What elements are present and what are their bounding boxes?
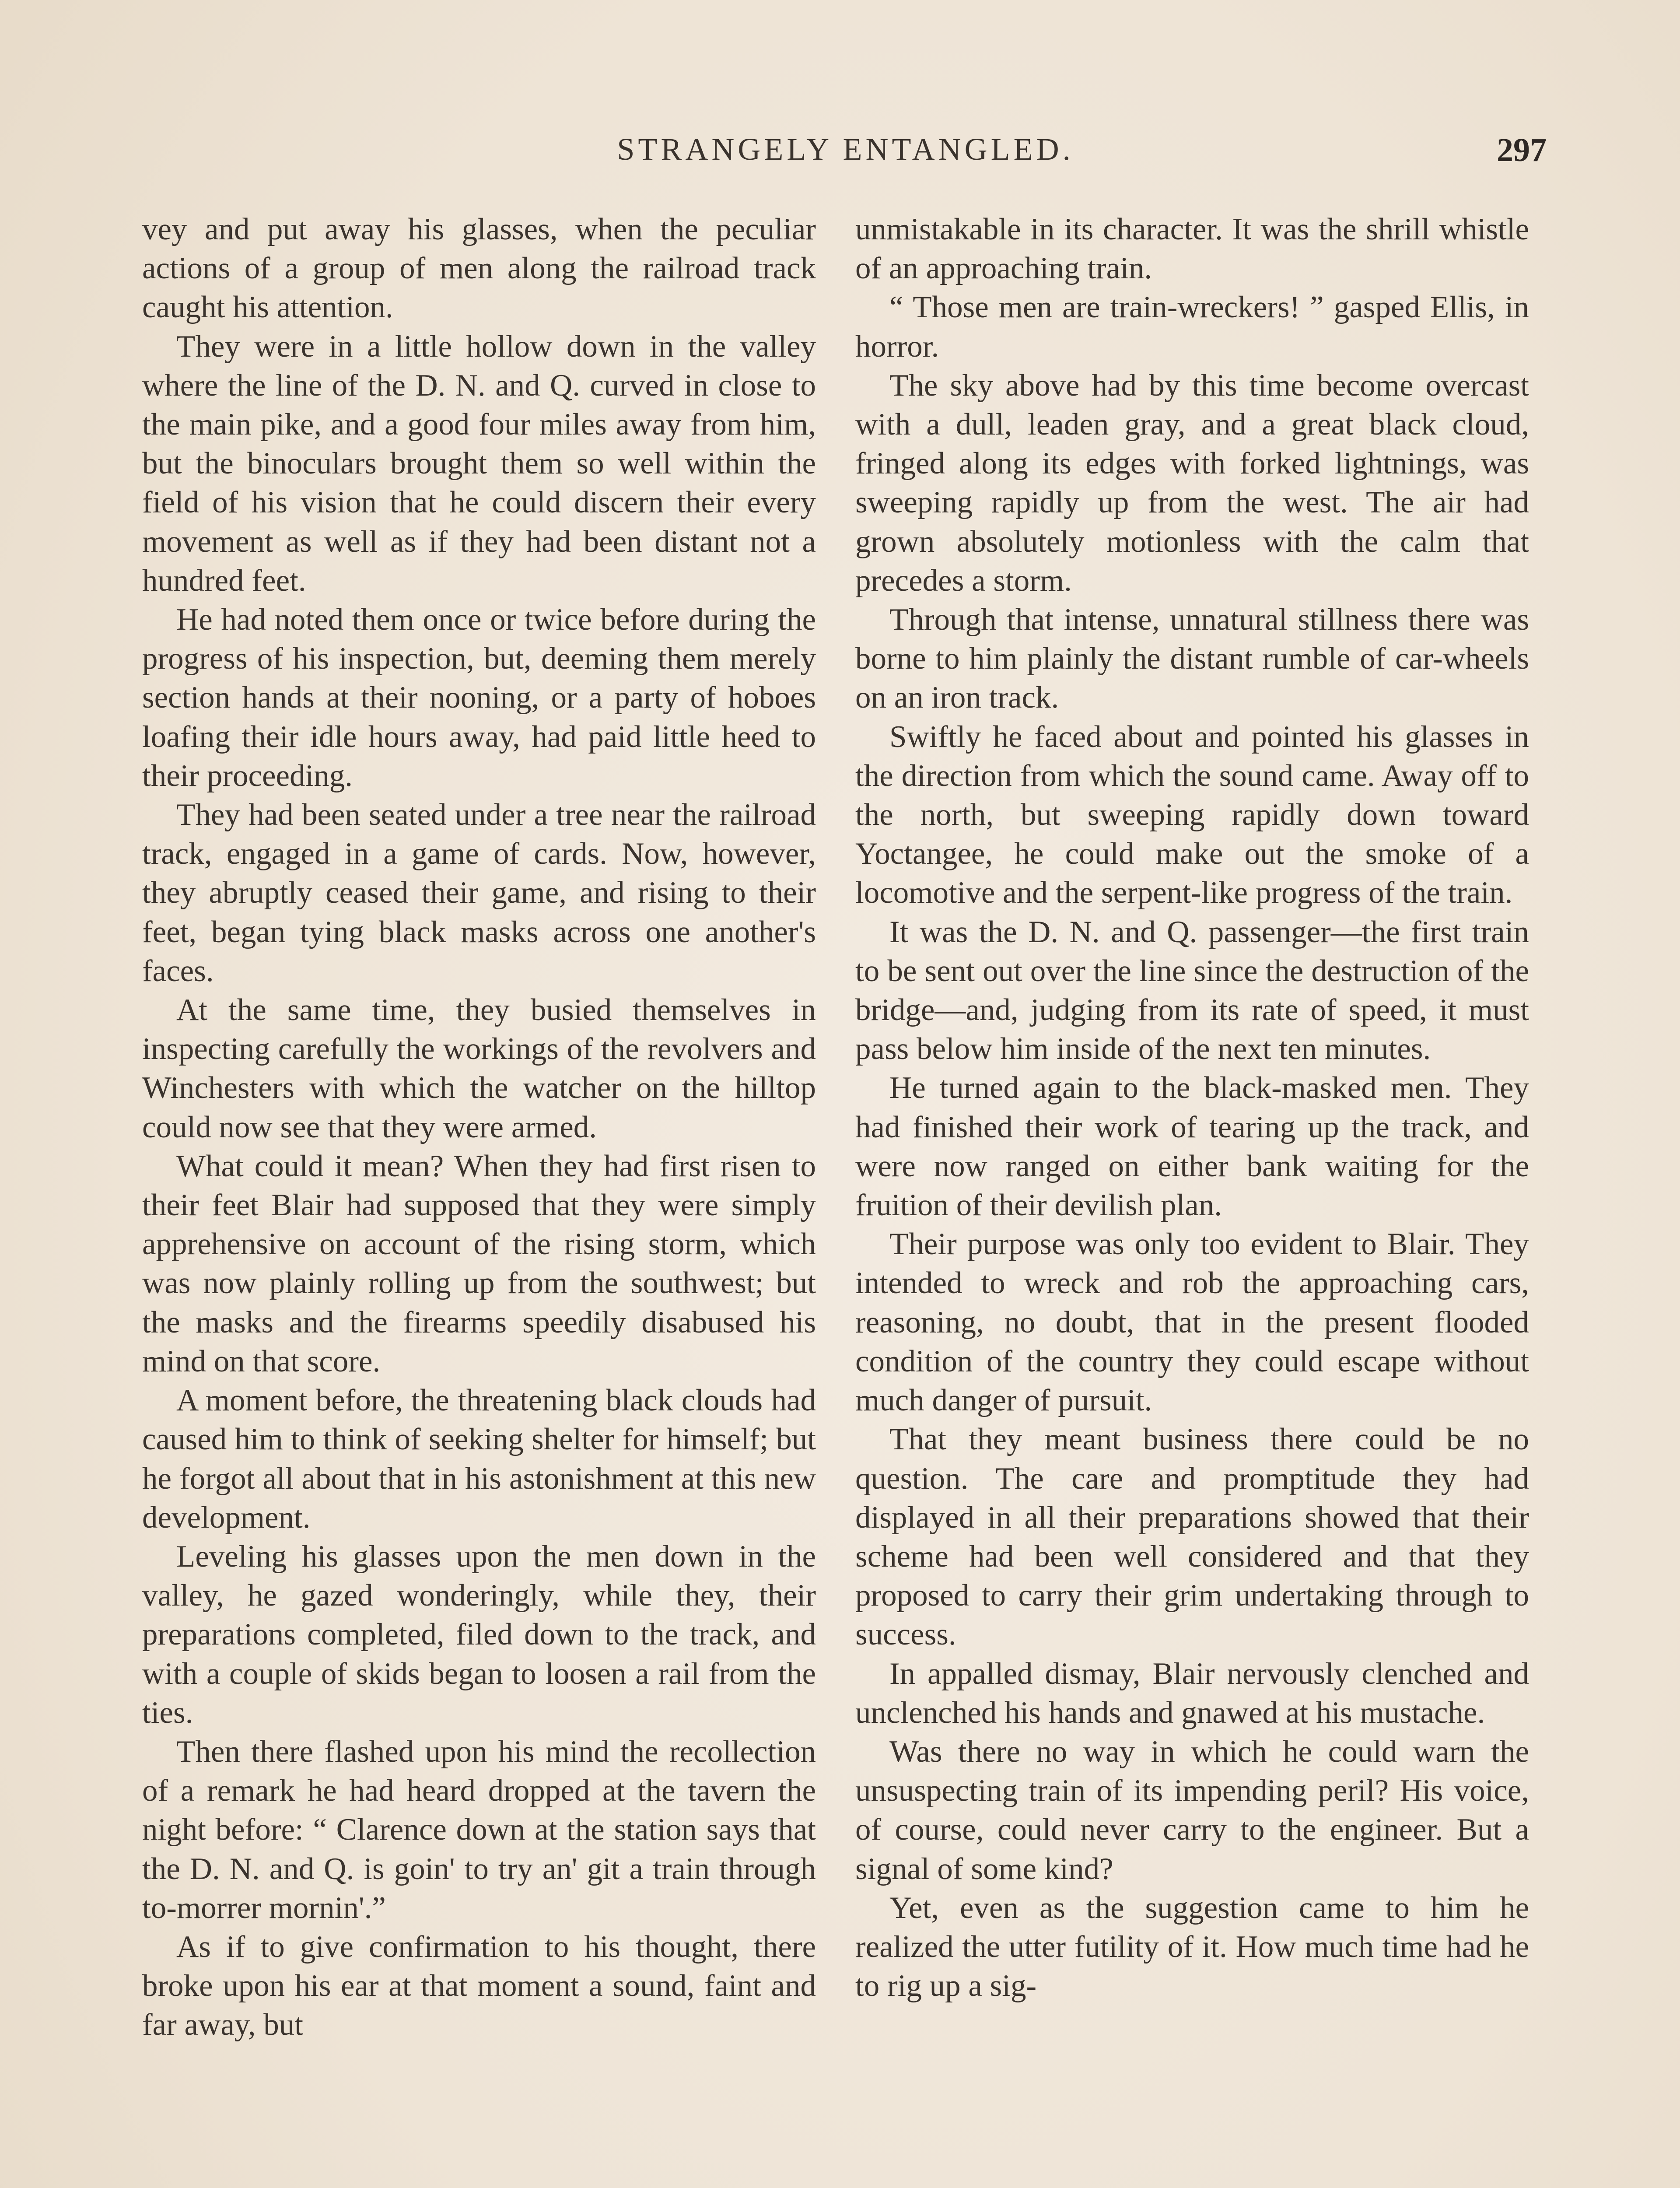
paragraph: A moment before, the threatening black clouds had caused him to think of seeking shelter for himself; but he forgot all about that in his astonishment at this new development.: [142, 1383, 816, 1535]
paragraph: “ Those men are train-wreckers! ” gasped Ellis, in horror.: [855, 290, 1529, 364]
paragraph: Was there no way in which he could warn the unsuspecting train of its impending peril? His voice, of course, could never carry to the engineer. But a signal of some kind?: [855, 1734, 1529, 1886]
page-number: 297: [1497, 132, 1547, 168]
paragraph: The sky above had by this time become overcast with a dull, leaden gray, and a great black cloud, fringed along its edges with forked lightnings, was sweeping rapidly up from the west. The air had grown absolutely motionless with the calm that precedes a storm.: [855, 368, 1529, 598]
paragraph: At the same time, they busied themselves in inspecting carefully the workings of the revolvers and Winchesters with which the watcher on the hilltop could now see that they were armed.: [142, 993, 816, 1144]
paragraph: Then there flashed upon his mind the recollection of a remark he had heard dropped at the tavern the night before: “ Clarence down at the station says that the D. N. and Q. is goin' to try an' git a train through to-morrer mornin'.”: [142, 1734, 816, 1925]
paragraph: As if to give confirmation to his thought, there broke upon his ear at that moment a sound, faint and far away, but: [142, 1929, 816, 2042]
paragraph: They were in a little hollow down in the valley where the line of the D. N. and Q. curved in close to the main pike, and a good four miles away from him, but the binoculars brought them so well within the field of his vision that he could discern their every movement as well as if they had been distant not a hundred feet.: [142, 329, 816, 598]
left-column: [142, 210, 816, 2045]
paragraph: They had been seated under a tree near the railroad track, engaged in a game of cards. Now, however, they abruptly ceased their game, and rising to their feet, began tying black masks across one another's faces.: [142, 798, 816, 988]
paragraph: Yet, even as the suggestion came to him he realized the utter futility of it. How much time had he to rig up a sig-: [855, 1890, 1529, 2003]
paragraph: It was the D. N. and Q. passenger—the first train to be sent out over the line since the destruction of the bridge—and, judging from its rate of speed, it must pass below him inside of the next ten minutes.: [855, 915, 1529, 1066]
paragraph: He had noted them once or twice before during the progress of his inspection, but, deeming them merely section hands at their nooning, or a party of hoboes loafing their idle hours away, had paid little heed to their proceeding.: [142, 603, 816, 793]
running-title: STRANGELY ENTANGLED.: [617, 132, 1074, 167]
paragraph: Leveling his glasses upon the men down in the valley, he gazed wonderingly, while they, their preparations completed, filed down to the track, and with a couple of skids began to loosen a rail from the ties.: [142, 1539, 816, 1730]
paragraph: unmistakable in its character. It was the shrill whistle of an approaching train.: [855, 212, 1529, 286]
right-column: [855, 210, 1529, 2006]
running-header: [144, 131, 1547, 175]
paragraph: Their purpose was only too evident to Blair. They intended to wreck and rob the approaching cars, reasoning, no doubt, that in the present flooded condition of the country they could escape without much danger of pursuit.: [855, 1227, 1529, 1418]
paragraph: In appalled dismay, Blair nervously clenched and unclenched his hands and gnawed at his mustache.: [855, 1656, 1529, 1730]
paragraph: What could it mean? When they had first risen to their feet Blair had supposed that they were simply apprehensive on account of the rising storm, which was now plainly rolling up from the southwest; but the masks and the firearms speedily disabused his mind on that score.: [142, 1149, 816, 1378]
paragraph: vey and put away his glasses, when the peculiar actions of a group of men along the railroad track caught his attention.: [142, 212, 816, 325]
paragraph: Through that intense, unnatural stillness there was borne to him plainly the distant rumble of car-wheels on an iron track.: [855, 603, 1529, 715]
paragraph: He turned again to the black-masked men. They had finished their work of tearing up the track, and were now ranged on either bank waiting for the fruition of their devilish plan.: [855, 1071, 1529, 1223]
paragraph: That they meant business there could be no question. The care and promptitude they had displayed in all their preparations showed that their scheme had been well considered and that they proposed to carry their grim undertaking through to success.: [855, 1422, 1529, 1652]
paragraph: Swiftly he faced about and pointed his glasses in the direction from which the sound came. Away off to the north, but sweeping rapidly down toward Yoctangee, he could make out the smoke of a locomotive and the serpent-like progress of the train.: [855, 719, 1529, 910]
